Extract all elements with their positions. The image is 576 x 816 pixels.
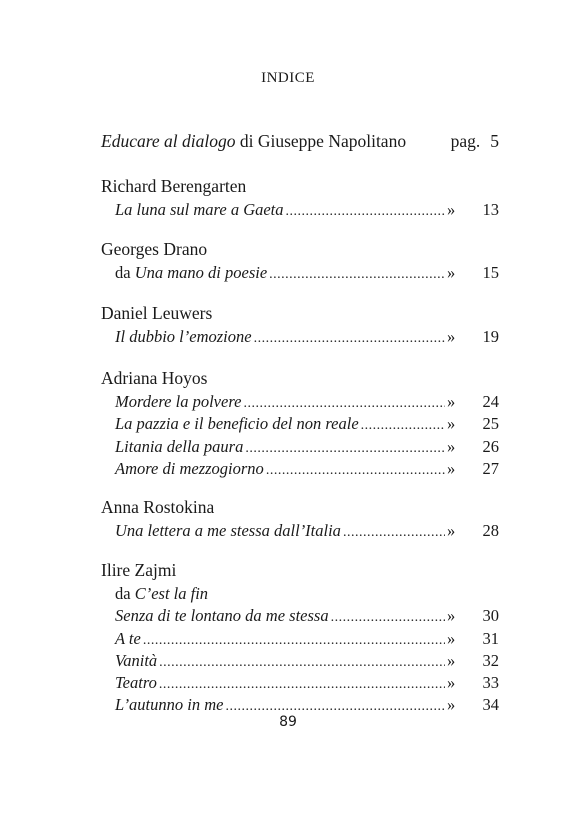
- ditto-mark: »: [447, 436, 456, 456]
- dot-leader: [243, 393, 445, 415]
- ditto-mark: »: [447, 414, 456, 434]
- entry-title: Teatro: [115, 673, 157, 693]
- ditto-mark: »: [447, 673, 456, 693]
- dot-leader: [159, 674, 445, 696]
- toc-section: [101, 236, 499, 284]
- dot-leader: [361, 415, 445, 437]
- entry-title: Litania della paura: [115, 436, 244, 456]
- ditto-mark: »: [447, 392, 456, 411]
- toc-entry: [101, 628, 499, 650]
- entry-title: Vanità: [115, 650, 158, 670]
- author-name: Anna Rostokina: [101, 497, 215, 517]
- ditto-mark: »: [447, 263, 456, 282]
- entry-title: Amore di mezzogiorno: [115, 458, 264, 478]
- ditto-mark: »: [447, 695, 456, 715]
- entry-page: 34: [482, 695, 499, 715]
- entry-title: L’autunno in me: [115, 695, 224, 715]
- entry-page: 15: [482, 263, 499, 282]
- author-name: Ilire Zajmi: [101, 560, 177, 580]
- toc-section: [101, 494, 499, 542]
- intro-row: [101, 131, 499, 155]
- toc-section: [101, 300, 499, 348]
- toc-entry: [101, 520, 499, 542]
- entry-title: La pazzia e il beneficio del non reale: [115, 414, 359, 434]
- entry-title: Mordere la polvere: [115, 392, 242, 411]
- dot-leader: [245, 438, 445, 460]
- dot-leader: [143, 630, 445, 652]
- toc-section: [101, 557, 499, 717]
- entry-title: Senza di te lontano da me stessa: [115, 606, 329, 626]
- entry-title: Una lettera a me stessa dall’Italia: [115, 521, 341, 540]
- ditto-mark: »: [447, 327, 456, 346]
- toc-entry: [101, 650, 499, 672]
- entry-page: 28: [482, 521, 499, 540]
- dot-leader: [254, 328, 445, 350]
- entry-page: 24: [482, 392, 499, 411]
- entry-page: 30: [482, 606, 499, 626]
- page-number: 89: [279, 714, 297, 730]
- ditto-mark: »: [447, 200, 456, 219]
- entry-title: A te: [115, 628, 141, 648]
- entry-title: Il dubbio l’emozione: [115, 327, 252, 346]
- collection-subhead: [101, 583, 499, 605]
- entry-page: 26: [482, 436, 499, 456]
- toc-entry: [101, 413, 499, 435]
- author-name: Georges Drano: [101, 239, 208, 259]
- toc-entry: [101, 199, 499, 221]
- author-name: Richard Berengarten: [101, 176, 247, 196]
- toc-entry: [101, 436, 499, 458]
- ditto-mark: »: [447, 628, 456, 648]
- dot-leader: [343, 522, 445, 544]
- ditto-mark: »: [447, 458, 456, 478]
- subhead-prefix: da: [115, 584, 135, 603]
- toc-entry: [101, 605, 499, 627]
- dot-leader: [331, 607, 445, 629]
- entry-title: Una mano di poesie: [134, 263, 268, 282]
- ditto-mark: »: [447, 606, 456, 626]
- toc-entry: [101, 262, 499, 284]
- entry-page: 19: [482, 327, 499, 346]
- entry-page: 33: [482, 673, 499, 693]
- ditto-mark: »: [447, 521, 456, 540]
- toc-entry: [101, 458, 499, 480]
- intro-page-number: 5: [490, 131, 499, 151]
- intro-author: di Giuseppe Napolitano: [239, 131, 407, 151]
- entry-page: 25: [482, 414, 499, 434]
- entry-title: La luna sul mare a Gaeta: [115, 200, 284, 219]
- toc-section: [101, 365, 499, 480]
- dot-leader: [266, 460, 445, 482]
- entry-page: 31: [482, 628, 499, 648]
- toc-entry: [101, 391, 499, 413]
- page-title: INDICE: [261, 70, 315, 86]
- toc-entry: [101, 672, 499, 694]
- toc-section: [101, 173, 499, 221]
- author-name: Adriana Hoyos: [101, 368, 208, 388]
- entry-page: 13: [482, 200, 499, 219]
- dot-leader: [269, 264, 445, 286]
- intro-title: Educare al dialogo: [101, 131, 236, 151]
- author-name: Daniel Leuwers: [101, 303, 213, 323]
- ditto-mark: »: [447, 650, 456, 670]
- dot-leader: [286, 201, 445, 223]
- intro-pag-label: pag.: [450, 131, 481, 151]
- toc-entry: [101, 326, 499, 348]
- subhead-title: C’est la fin: [134, 584, 209, 603]
- dot-leader: [159, 652, 445, 674]
- entry-page: 32: [482, 650, 499, 670]
- entry-page: 27: [482, 458, 499, 478]
- entry-prefix: da: [115, 263, 135, 282]
